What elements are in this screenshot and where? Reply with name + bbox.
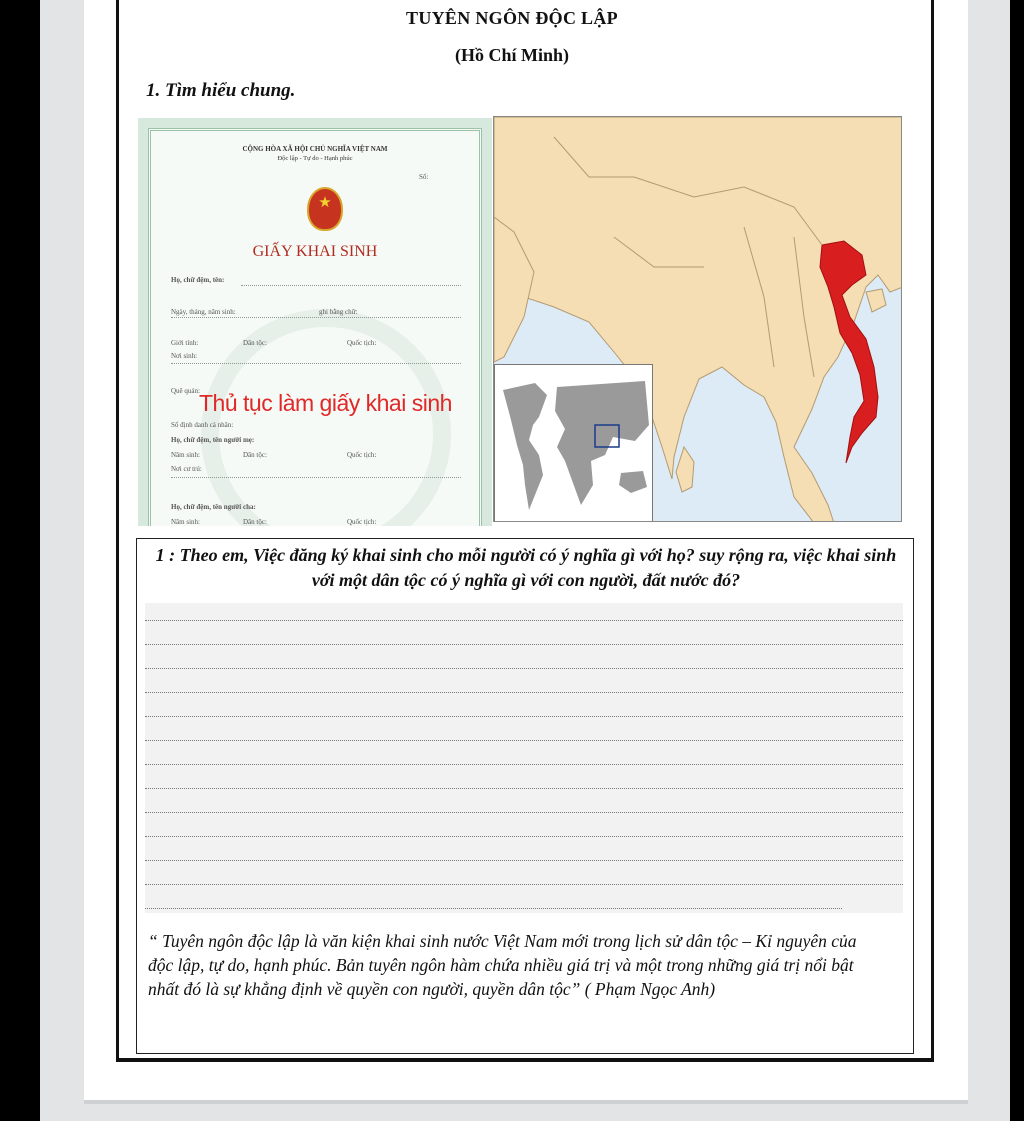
certificate-field-ethnicity: Dân tộc: (243, 339, 267, 347)
answer-lines-area[interactable] (145, 603, 903, 913)
answer-line (145, 908, 842, 909)
quote-paragraph: “ Tuyên ngôn độc lập là văn kiện khai sinh nước Việt Nam mới trong lịch sử dân tộc – Kỉ nguyên của độc lập, tự do, hạnh phúc. Bản tuyên ngôn hàm chứa nhiều giá trị và một trong những giá trị nổi bật nhất đó là sự khẳng định về quyền con người, quyền dân tộc” ( Phạm Ngọc Anh) (148, 931, 857, 999)
world-map-inset (494, 364, 653, 522)
certificate-field-dob: Ngày, tháng, năm sinh: (171, 308, 236, 316)
question-text: 1 : Theo em, Việc đăng ký khai sinh cho mỗi người có ý nghĩa gì với họ? suy rộng ra, việc khai sinh với một dân tộc có ý nghĩa gì với con người, đất nước đó? (155, 545, 897, 590)
certificate-title: GIẤY KHAI SINH (252, 243, 378, 260)
certificate-field-mother: Họ, chữ đệm, tên người mẹ: (171, 436, 255, 444)
answer-line (145, 620, 903, 621)
certificate-field-gender: Giới tính: (171, 339, 199, 347)
certificate-field-mother-birth-year: Năm sinh: (171, 451, 200, 459)
left-black-border (0, 0, 40, 1121)
certificate-field-father: Họ, chữ đệm, tên người cha: (171, 503, 256, 511)
answer-line (145, 692, 903, 693)
answer-line (145, 668, 903, 669)
certificate-field-mother-ethnicity: Dân tộc: (243, 451, 267, 459)
answer-line (145, 740, 903, 741)
answer-line (145, 812, 903, 813)
certificate-header-motto: Độc lập - Tự do - Hạnh phúc (277, 155, 353, 162)
national-emblem-icon: ★ (307, 187, 343, 231)
section-heading: 1. Tìm hiểu chung. (146, 80, 296, 101)
answer-line (145, 884, 903, 885)
document-title: TUYÊN NGÔN ĐỘC LẬP (406, 8, 618, 28)
birth-certificate-image (138, 118, 492, 526)
birth-certificate-caption: Thủ tục làm giấy khai sinh (199, 390, 452, 416)
answer-line (145, 716, 903, 717)
certificate-field-father-birth-year: Năm sinh: (171, 518, 200, 526)
certificate-watermark (201, 309, 451, 526)
certificate-field-father-ethnicity: Dân tộc: (243, 518, 267, 526)
certificate-field-mother-nationality: Quốc tịch: (347, 451, 377, 459)
certificate-field-birthplace: Nơi sinh: (171, 352, 198, 360)
document-author: (Hồ Chí Minh) (454, 45, 569, 65)
answer-line (145, 644, 903, 645)
vietnam-location-map (493, 116, 902, 522)
answer-line (145, 764, 903, 765)
certificate-field-father-nationality: Quốc tịch: (347, 518, 377, 526)
certificate-field-mother-residence: Nơi cư trú: (171, 465, 202, 473)
certificate-field-nationality: Quốc tịch: (347, 339, 377, 347)
answer-line (145, 860, 903, 861)
certificate-field-dob-words: ghi bằng chữ: (319, 308, 358, 316)
certificate-border (148, 128, 482, 526)
certificate-number-label: Số: (419, 173, 429, 181)
certificate-header-country: CỘNG HÒA XÃ HỘI CHỦ NGHĨA VIỆT NAM (242, 145, 388, 153)
certificate-field-id: Số định danh cá nhân: (171, 421, 234, 429)
certificate-field-hometown: Quê quán: (171, 387, 200, 395)
answer-line (145, 836, 903, 837)
answer-line (145, 788, 903, 789)
world-map-graphic (495, 365, 652, 521)
page-shadow (84, 1100, 968, 1104)
right-black-border (1010, 0, 1024, 1121)
certificate-field-name: Họ, chữ đệm, tên: (171, 276, 225, 284)
